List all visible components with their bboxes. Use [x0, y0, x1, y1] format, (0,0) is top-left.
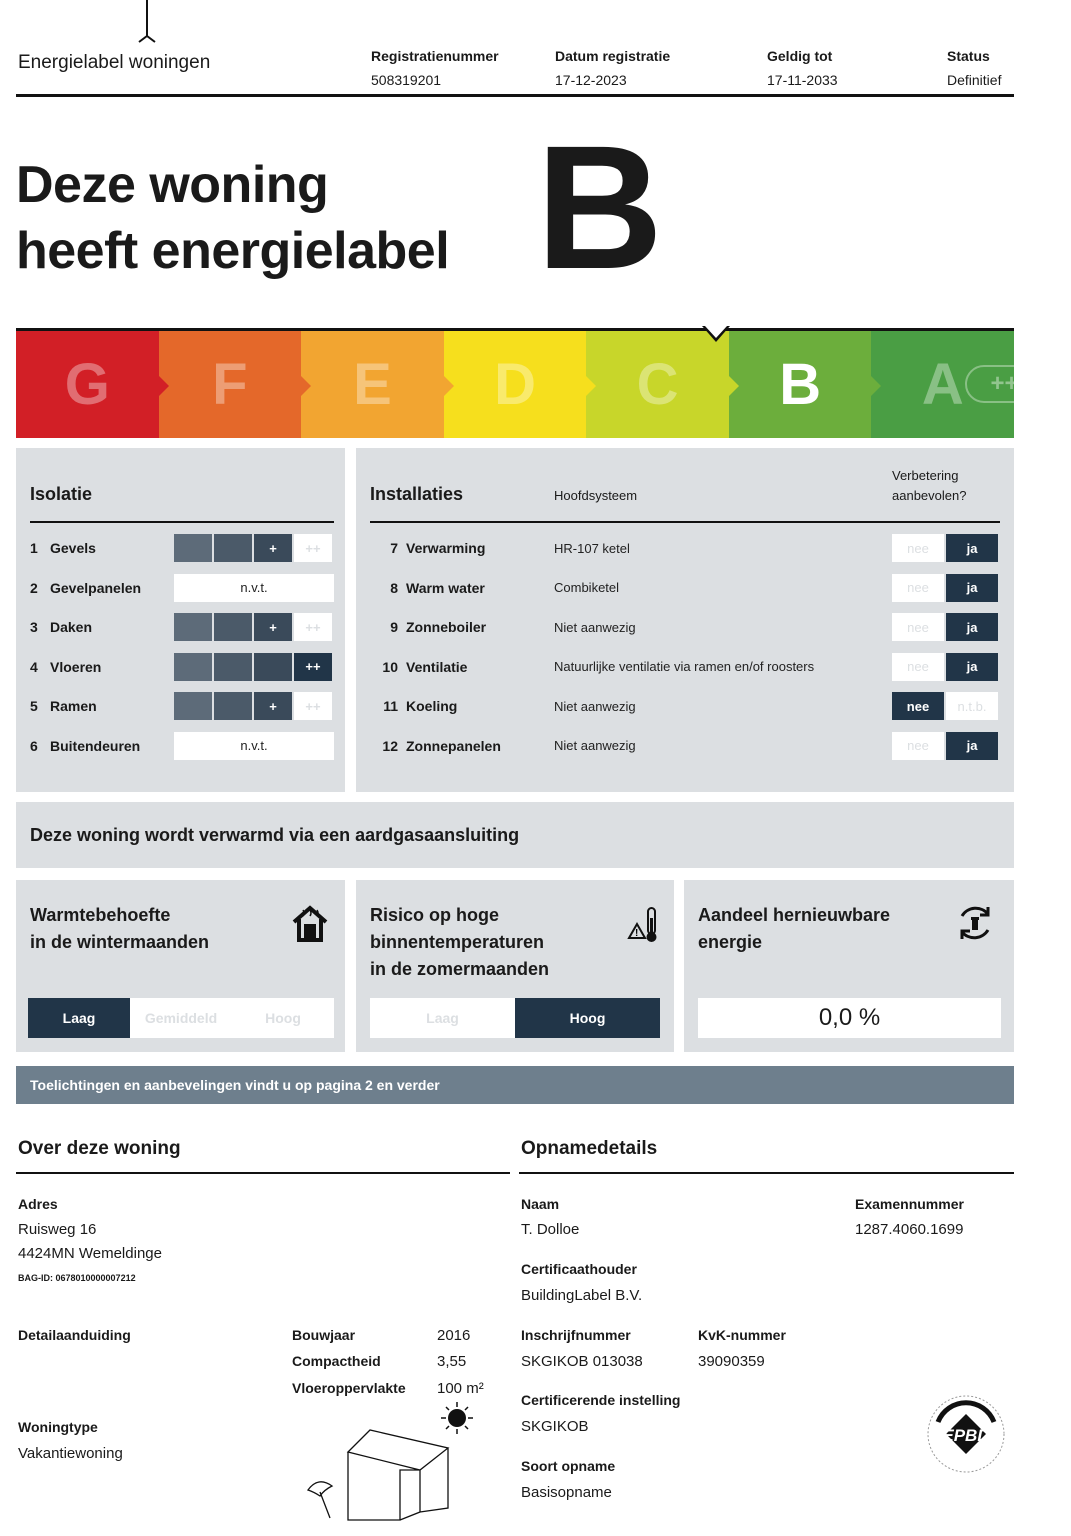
- kvk-label: KvK-nummer: [698, 1327, 786, 1343]
- option-laag: Laag: [426, 1010, 459, 1026]
- scale-chevron: [729, 376, 739, 396]
- verbetering-ja: ja: [946, 653, 998, 681]
- crop-mark-icon: [136, 0, 158, 44]
- installatie-system: Natuurlijke ventilatie via ramen en/of roosters: [554, 659, 815, 674]
- inschr-label: Inschrijfnummer: [521, 1327, 631, 1343]
- examen-value: 1287.4060.1699: [855, 1221, 964, 1238]
- scale-letter: C: [636, 352, 679, 417]
- inschr-value: SKGIKOB 013038: [521, 1353, 643, 1370]
- isolatie-bar-filled: [214, 692, 252, 720]
- scale-segment-b: [729, 331, 872, 438]
- scale-chevron: [159, 376, 169, 396]
- isolatie-bar-mark: +: [254, 692, 292, 720]
- epbd-logo: [924, 1392, 1008, 1476]
- naam-value: T. Dolloe: [521, 1221, 580, 1238]
- verbetering-nee: nee: [892, 534, 944, 562]
- isolatie-bar-empty: ++: [294, 692, 332, 720]
- isolatie-na: n.v.t.: [174, 732, 334, 760]
- installatie-row: 11 Koeling: [383, 698, 458, 714]
- isolatie-bar-filled: [174, 613, 212, 641]
- bouwjaar-value: 2016: [437, 1327, 471, 1344]
- installatie-row: 9 Zonneboiler: [390, 619, 487, 635]
- installatie-row: 8 Warm water: [390, 579, 485, 596]
- woning-title: Over deze woning: [18, 1138, 181, 1159]
- risico-title: Risico op hoge binnentemperaturen in de zomermaanden: [370, 905, 550, 979]
- isolatie-panel: [16, 448, 345, 792]
- header-divider: [16, 94, 1014, 97]
- isolatie-row: 4 Vloeren: [30, 658, 102, 675]
- heating-note: Deze woning wordt verwarmd via een aardgasaansluiting: [30, 825, 520, 845]
- vloer-value: 100 m²: [437, 1380, 484, 1397]
- option-hoog: Hoog: [265, 1010, 301, 1026]
- isolatie-row: 5 Ramen: [30, 698, 97, 714]
- header-valid-until: Geldig tot 17-11-2033: [767, 48, 838, 88]
- energy-scale: [16, 328, 1047, 438]
- verbetering-nee: nee: [892, 653, 944, 681]
- verbetering-nee: nee: [892, 574, 944, 602]
- installatie-system: Niet aanwezig: [554, 698, 636, 714]
- scale-segment-a: [871, 331, 1047, 438]
- heating-note-bar: [16, 802, 1014, 868]
- header-status: Status Definitief: [947, 48, 1002, 88]
- verbetering-ja: ja: [946, 574, 998, 602]
- house-orientation-icon: [300, 1400, 490, 1528]
- scale-letter: G: [64, 352, 110, 417]
- option-hoog: Hoog: [515, 998, 660, 1038]
- cert-value: BuildingLabel B.V.: [521, 1287, 643, 1304]
- isolatie-bar-filled: [174, 692, 212, 720]
- bag-id: BAG-ID: 0678010000007212: [18, 1273, 136, 1283]
- isolatie-row: 6 Buitendeuren: [30, 737, 141, 754]
- warmte-title: Warmtebehoefte in de wintermaanden: [30, 905, 210, 952]
- a-plus-pill: ++++: [965, 365, 1071, 403]
- toelichting-bar: Toelichtingen en aanbevelingen vindt u op pagina 2 en verder: [16, 1066, 1014, 1104]
- header-date: Datum registratie 17-12-2023: [555, 48, 671, 88]
- isolatie-bar-filled: [214, 534, 252, 562]
- verbetering-ja: n.t.b.: [946, 692, 998, 720]
- isolatie-row: 1 Gevels: [30, 540, 96, 556]
- naam-label: Naam: [521, 1196, 560, 1212]
- adres-label: Adres: [18, 1196, 58, 1212]
- scale-segment-f: [159, 331, 302, 438]
- installatie-row: 12 Zonnepanelen: [382, 737, 501, 754]
- scale-segment-d: [444, 331, 587, 438]
- opname-title: Opnamedetails: [521, 1138, 658, 1159]
- warmte-panel: [16, 880, 345, 1052]
- installaties-divider: [370, 521, 1000, 523]
- adres-line2: 4424MN Wemeldinge: [18, 1245, 162, 1262]
- compact-value: 3,55: [437, 1353, 467, 1370]
- option-gemiddeld: Gemiddeld: [144, 1010, 218, 1026]
- option-laag: Laag: [28, 998, 130, 1038]
- header-registration: Registratienummer 508319201: [371, 48, 499, 88]
- svg-text:EPBD: EPBD: [942, 1426, 990, 1445]
- energy-label-letter: B: [536, 110, 664, 306]
- verbetering-ja: ja: [946, 534, 998, 562]
- headline: Deze woning heeft energielabel: [16, 156, 450, 280]
- compact-label: Compactheid: [292, 1353, 381, 1369]
- col-verbetering: Verbetering aanbevolen?: [892, 468, 967, 503]
- warmte-scale: [28, 998, 334, 1038]
- installaties-title: Installaties: [370, 484, 464, 504]
- scale-letter: A: [921, 352, 964, 417]
- scale-segment-g: [16, 331, 159, 438]
- isolatie-bar-empty: ++: [294, 613, 332, 641]
- isolatie-bar-mark: ++: [294, 653, 332, 681]
- detail-label: Detailaanduiding: [18, 1327, 131, 1343]
- scale-segment-c: [586, 331, 729, 438]
- adres-line1: Ruisweg 16: [18, 1221, 97, 1238]
- isolatie-bar-mark: +: [254, 534, 292, 562]
- isolatie-divider: [30, 521, 334, 523]
- house-icon: [290, 904, 330, 944]
- soort-value: Basisopname: [521, 1484, 612, 1501]
- installatie-row: 7 Verwarming: [390, 540, 486, 556]
- aandeel-title: Aandeel hernieuwbare energie: [698, 905, 891, 952]
- verbetering-nee: nee: [892, 692, 944, 720]
- cert-label: Certificaathouder: [521, 1261, 637, 1277]
- document-title: Energielabel woningen: [18, 52, 211, 73]
- soort-label: Soort opname: [521, 1458, 616, 1474]
- scale-chevron: [444, 376, 454, 396]
- isolatie-bar-filled: [254, 653, 292, 681]
- scale-segment-e: [301, 331, 444, 438]
- verbetering-nee: nee: [892, 732, 944, 760]
- aandeel-panel: [684, 880, 1014, 1052]
- installatie-system: Combiketel: [554, 580, 620, 595]
- risico-scale: [370, 998, 660, 1038]
- isolatie-row: 3 Daken: [30, 619, 93, 635]
- scale-chevron: [301, 376, 311, 396]
- isolatie-bar-filled: [214, 653, 252, 681]
- examen-label: Examennummer: [855, 1196, 964, 1212]
- isolatie-row: 2 Gevelpanelen: [30, 579, 142, 596]
- risico-panel: [356, 880, 674, 1052]
- inst-value: SKGIKOB: [521, 1418, 589, 1435]
- type-value: Vakantiewoning: [18, 1445, 123, 1462]
- inst-label: Certificerende instelling: [521, 1392, 681, 1408]
- scale-pointer-inner: [705, 326, 727, 338]
- isolatie-bar-mark: +: [254, 613, 292, 641]
- scale-letter: E: [353, 352, 392, 417]
- scale-letter: D: [494, 352, 536, 417]
- isolatie-bar-filled: [174, 653, 212, 681]
- installatie-system: Niet aanwezig: [554, 738, 636, 753]
- kvk-value: 39090359: [698, 1353, 765, 1370]
- installaties-panel: [356, 448, 1014, 792]
- verbetering-ja: ja: [946, 613, 998, 641]
- woning-divider: [16, 1172, 510, 1174]
- scale-letter: F: [212, 352, 248, 417]
- verbetering-nee: nee: [892, 613, 944, 641]
- thermometer-warning-icon: [626, 904, 662, 944]
- aandeel-value: 0,0 %: [698, 998, 1001, 1038]
- isolatie-bar-filled: [214, 613, 252, 641]
- vloer-label: Vloeroppervlakte: [292, 1380, 406, 1396]
- isolatie-title: Isolatie: [30, 484, 93, 504]
- scale-chevron: [871, 376, 881, 396]
- type-label: Woningtype: [18, 1419, 98, 1435]
- isolatie-bar-filled: [174, 534, 212, 562]
- svg-text:!: !: [635, 928, 639, 939]
- isolatie-na: n.v.t.: [174, 574, 334, 602]
- opname-divider: [519, 1172, 1014, 1174]
- isolatie-bar-empty: ++: [294, 534, 332, 562]
- scale-chevron: [586, 376, 596, 396]
- renewable-cycle-icon: [954, 902, 996, 944]
- installatie-system: Niet aanwezig: [554, 619, 636, 635]
- verbetering-ja: ja: [946, 732, 998, 760]
- scale-letter: B: [779, 352, 822, 417]
- bouwjaar-label: Bouwjaar: [292, 1327, 356, 1343]
- installatie-row: 10 Ventilatie: [382, 658, 468, 675]
- col-hoofdsysteem: Hoofdsysteem: [554, 488, 638, 503]
- installatie-system: HR-107 ketel: [554, 540, 630, 556]
